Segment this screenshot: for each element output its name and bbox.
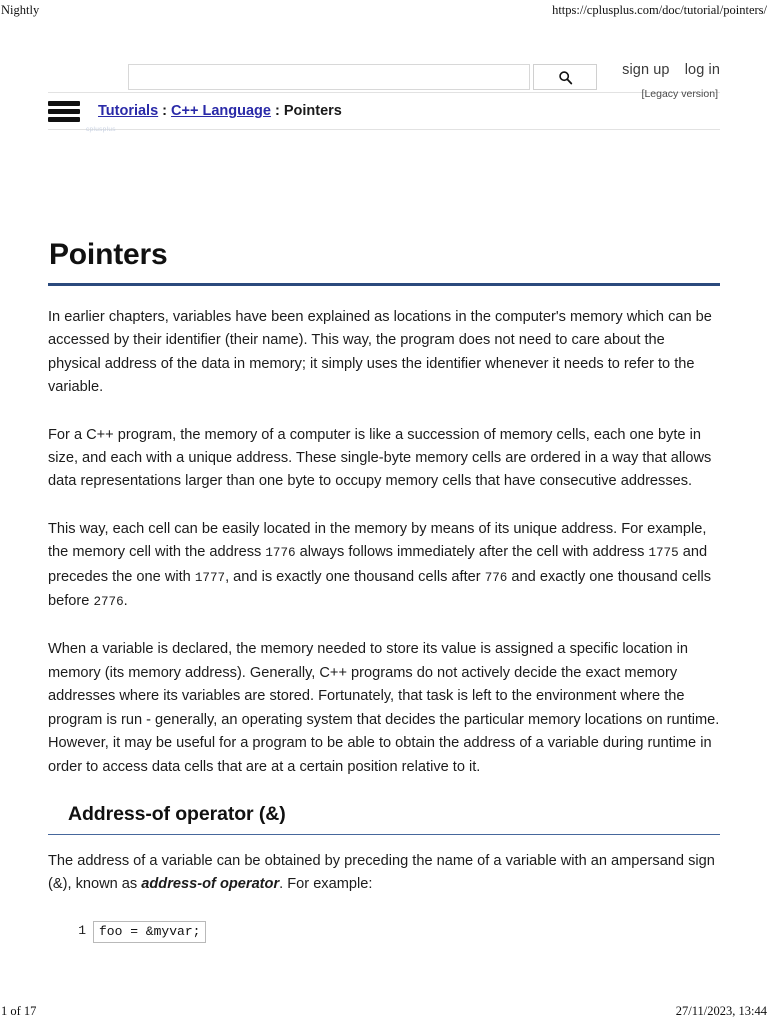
breadcrumb-item-pointers: Pointers	[283, 103, 342, 119]
account-links	[540, 62, 720, 78]
print-header	[0, 0, 768, 22]
paragraph-4: When a variable is declared, the memory needed to store its value is assigned a specific location in memory (its memory address). Generally, C++ programs do not actively decide the exact memory addresses where its variables are stored. Fortunately, that task is left to the environment where the program is run - generally, an operating system that decides the particular memory locations on runtime. However, it may be useful for a program to be able to obtain the address of a variable during runtime in order to access data cells that are at a certain position relative to it.	[48, 641, 720, 775]
hamburger-bar	[48, 109, 80, 114]
section-rule	[48, 834, 720, 835]
breadcrumb-separator: :	[158, 103, 172, 119]
paragraph-3-text: and exactly one thousand cells before	[48, 568, 712, 610]
paragraph-2: For a C++ program, the memory of a computer is like a succession of memory cells, each one byte in size, and each with a unique address. These single-byte memory cells are ordered in a way that allows data representations larger than one byte to occupy memory cells that have consecutive addresses.	[48, 426, 712, 490]
paragraph-3	[48, 518, 720, 615]
paragraph-3-text: This way, each cell can be easily located in the memory by means of its unique address. For example, the memory cell with the address	[48, 520, 707, 561]
paragraph-3-text: , and is exactly one thousand cells after	[225, 568, 485, 585]
address-value-1777: 1777	[194, 570, 226, 585]
account-area	[540, 62, 720, 100]
print-footer	[0, 1000, 768, 1024]
article	[48, 130, 720, 943]
code-block	[72, 921, 720, 943]
hamburger-bar	[48, 117, 80, 122]
legacy-version-link[interactable]: [Legacy version]	[641, 88, 718, 100]
address-value-2776: 2776	[93, 595, 124, 610]
term-address-of-operator: address-of operator	[141, 876, 280, 893]
search-area	[128, 64, 597, 90]
print-footer-timestamp: 27/11/2023, 13:44	[675, 1004, 767, 1018]
address-value-776: 776	[484, 570, 508, 585]
print-header-title: Nightly	[1, 3, 40, 17]
page-content	[0, 22, 768, 943]
paragraph-3-text: and precedes the one with	[48, 544, 708, 585]
address-value-1775: 1775	[648, 546, 679, 561]
title-rule	[48, 283, 720, 286]
section-intro-text: . For example:	[279, 876, 373, 893]
section-heading-address-of-operator: Address-of operator (&)	[68, 802, 286, 825]
breadcrumb-separator: :	[270, 103, 284, 119]
print-header-url: https://cplusplus.com/doc/tutorial/pointers/	[552, 3, 767, 17]
section-intro-paragraph	[48, 850, 720, 897]
address-value-1776: 1776	[265, 546, 296, 561]
paragraph-1: In earlier chapters, variables have been explained as locations in the computer's memory which can be accessed by their identifier (their name). This way, the program does not need to care about the physical address of the data in memory; it simply uses the identifier whenever it needs to refer to the variable.	[48, 309, 712, 396]
paragraph-3-text: always follows immediately after the cell with address	[295, 544, 649, 561]
print-footer-page: 1 of 17	[1, 1004, 37, 1018]
breadcrumb-trail	[98, 103, 342, 119]
hamburger-menu-icon[interactable]	[48, 100, 80, 122]
site-logo-alt-text: cplusplus	[86, 126, 116, 133]
page-title: Pointers	[49, 238, 168, 271]
breadcrumb-item-cpp-language[interactable]: C++ Language	[171, 103, 271, 119]
log-in-link[interactable]: log in	[684, 62, 720, 78]
sign-up-link[interactable]: sign up	[622, 62, 670, 78]
breadcrumb-item-tutorials[interactable]: Tutorials	[98, 103, 159, 119]
search-input[interactable]	[128, 64, 530, 90]
hamburger-bar	[48, 101, 80, 106]
code-line-number: 1	[78, 922, 86, 938]
paragraph-3-text: .	[123, 593, 128, 610]
code-content[interactable]: foo = &myvar;	[93, 921, 206, 943]
section-intro-text: The address of a variable can be obtained by preceding the name of a variable with an ampersand sign (&), known as	[48, 852, 715, 893]
